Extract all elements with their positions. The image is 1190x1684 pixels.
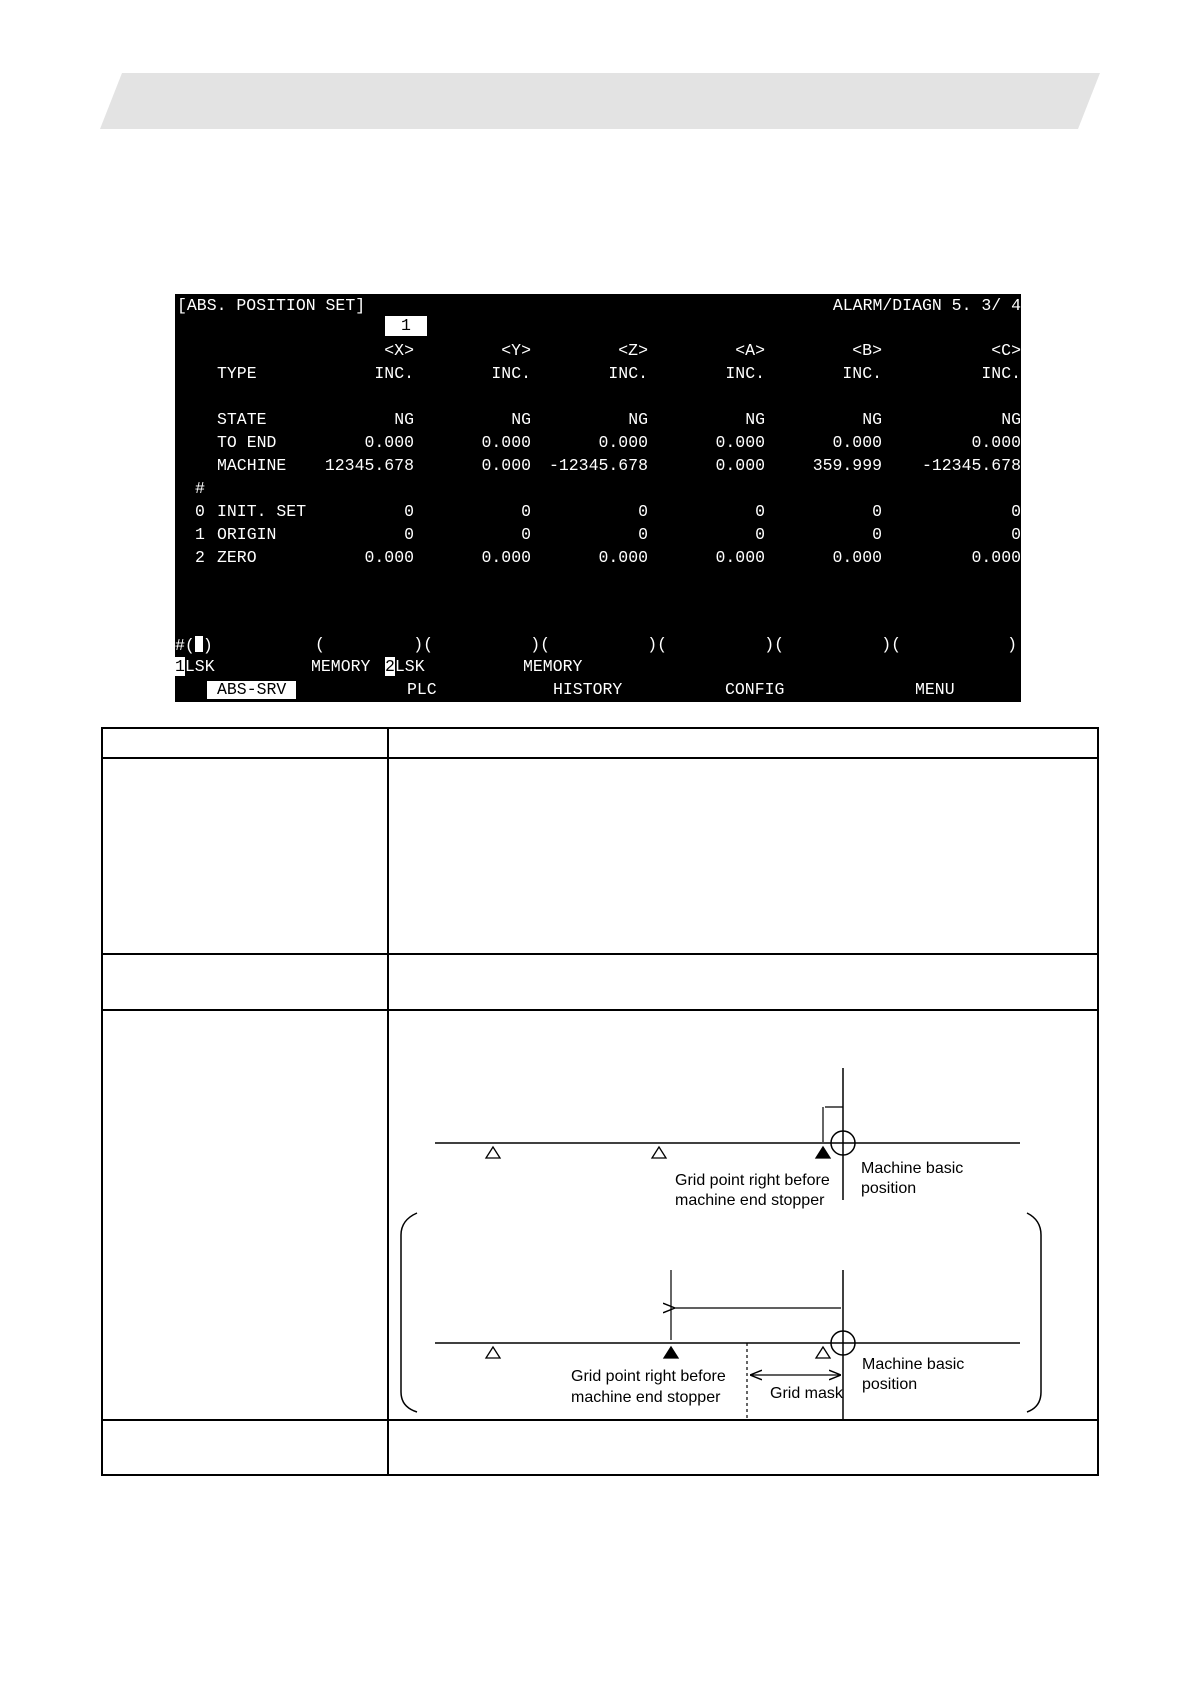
table-rule [101,1009,1099,1011]
input-line[interactable] [175,636,213,655]
data-sep-1: )( [413,635,433,654]
state-a: NG [745,410,765,429]
to-end-c: 0.000 [971,433,1021,452]
screen-page-indicator: ALARM/DIAGN 5. 3/ 4 [832,296,1021,315]
type-c: INC. [981,364,1021,383]
origin-c: 0 [1011,525,1021,544]
bottom-basic-label-1: Machine basic [862,1356,965,1373]
table-rule [387,727,389,1476]
menu-plc[interactable]: PLC [407,680,437,699]
axis-number-input[interactable]: 1 [385,316,427,336]
status-key-1: 1 [175,657,185,676]
row-label-state: STATE [217,410,267,429]
data-sep-5: )( [881,635,901,654]
data-sep-3: )( [647,635,667,654]
screen-title: [ABS. POSITION SET] [177,296,366,315]
data-sep-4: )( [764,635,784,654]
axis-header-y: <Y> [501,341,531,360]
axis-header-x: <X> [384,341,414,360]
to-end-a: 0.000 [715,433,765,452]
status-line-mid [385,658,425,676]
cnc-screen [175,294,1021,702]
param-label-zero: ZERO [217,548,257,567]
machine-c: -12345.678 [921,456,1021,475]
input-hash: #( [175,636,195,655]
top-figure [435,1068,1020,1209]
state-c: NG [1001,410,1021,429]
to-end-z: 0.000 [598,433,648,452]
status-key-2: 2 [385,657,395,676]
zero-x: 0.000 [364,548,414,567]
data-end-paren: ) [1007,635,1017,654]
machine-z: -12345.678 [548,456,648,475]
top-grid-label-1: Grid point right before [675,1172,830,1189]
origin-b: 0 [872,525,882,544]
origin-x: 0 [404,525,414,544]
left-bracket [401,1213,417,1412]
machine-x: 12345.678 [324,456,414,475]
status-memory-2: MEMORY [523,657,583,676]
axis-header-c: <C> [991,341,1021,360]
bottom-basic-label-2: position [862,1376,918,1393]
axis-header-b: <B> [852,341,882,360]
table-rule [101,1474,1099,1476]
menu-config[interactable]: CONFIG [725,680,785,699]
state-z: NG [628,410,648,429]
type-z: INC. [608,364,648,383]
table-rule [101,757,1099,759]
state-x: NG [394,410,414,429]
axis-header-a: <A> [735,341,765,360]
status-line-left [175,658,215,676]
table-rule [101,727,103,1476]
grid-mask-label: Grid mask [770,1385,843,1402]
type-y: INC. [491,364,531,383]
grid-point-masked-marker [816,1347,830,1358]
param-no-2: 2 [195,548,205,567]
bottom-figure [435,1270,1020,1420]
to-end-b: 0.000 [832,433,882,452]
zero-z: 0.000 [598,548,648,567]
type-a: INC. [725,364,765,383]
input-cursor [195,636,203,652]
menu-history[interactable]: HISTORY [553,680,623,699]
param-no-0: 0 [195,502,205,521]
init-set-b: 0 [872,502,882,521]
zero-b: 0.000 [832,548,882,567]
status-memory-1: MEMORY [311,657,371,676]
grid-point-stopper-marker [664,1347,678,1358]
status-lsk-2: LSK [394,657,425,676]
param-hash-label: # [195,479,205,498]
param-label-init-set: INIT. SET [217,502,307,521]
zero-c: 0.000 [971,548,1021,567]
table-rule [101,727,1099,729]
grid-point-stopper-marker [816,1147,830,1158]
machine-a: 0.000 [715,456,765,475]
menu-menu[interactable]: MENU [915,680,955,699]
init-set-c: 0 [1011,502,1021,521]
init-set-a: 0 [755,502,765,521]
to-end-x: 0.000 [364,433,414,452]
type-b: INC. [842,364,882,383]
status-lsk-1: LSK [184,657,215,676]
grid-point-marker [652,1147,666,1158]
type-x: INC. [374,364,414,383]
param-label-origin: ORIGIN [217,525,277,544]
top-grid-label-2: machine end stopper [675,1192,825,1209]
param-no-1: 1 [195,525,205,544]
menu-abs-srv[interactable]: ABS-SRV [207,681,296,699]
origin-z: 0 [638,525,648,544]
row-label-to-end: TO END [217,433,277,452]
init-set-z: 0 [638,502,648,521]
bottom-grid-label-1: Grid point right before [571,1368,726,1385]
zero-a: 0.000 [715,548,765,567]
header-banner [100,73,1100,129]
right-bracket [1027,1213,1041,1412]
table-rule [101,953,1099,955]
bottom-grid-label-2: machine end stopper [571,1389,721,1406]
grid-point-marker [486,1147,500,1158]
to-end-y: 0.000 [481,433,531,452]
axis-header-z: <Z> [618,341,648,360]
input-hash-close: ) [202,636,213,655]
grid-point-marker [486,1347,500,1358]
row-label-type: TYPE [217,364,257,383]
machine-y: 0.000 [481,456,531,475]
origin-a: 0 [755,525,765,544]
row-label-machine: MACHINE [217,456,287,475]
data-open-paren: ( [315,635,325,654]
top-basic-label-2: position [861,1180,917,1197]
state-b: NG [862,410,882,429]
init-set-x: 0 [404,502,414,521]
machine-b: 359.999 [812,456,882,475]
grid-point-diagram [395,1060,1055,1420]
state-y: NG [511,410,531,429]
init-set-y: 0 [521,502,531,521]
data-sep-2: )( [530,635,550,654]
origin-y: 0 [521,525,531,544]
zero-y: 0.000 [481,548,531,567]
table-rule [1097,727,1099,1476]
top-basic-label-1: Machine basic [861,1160,964,1177]
